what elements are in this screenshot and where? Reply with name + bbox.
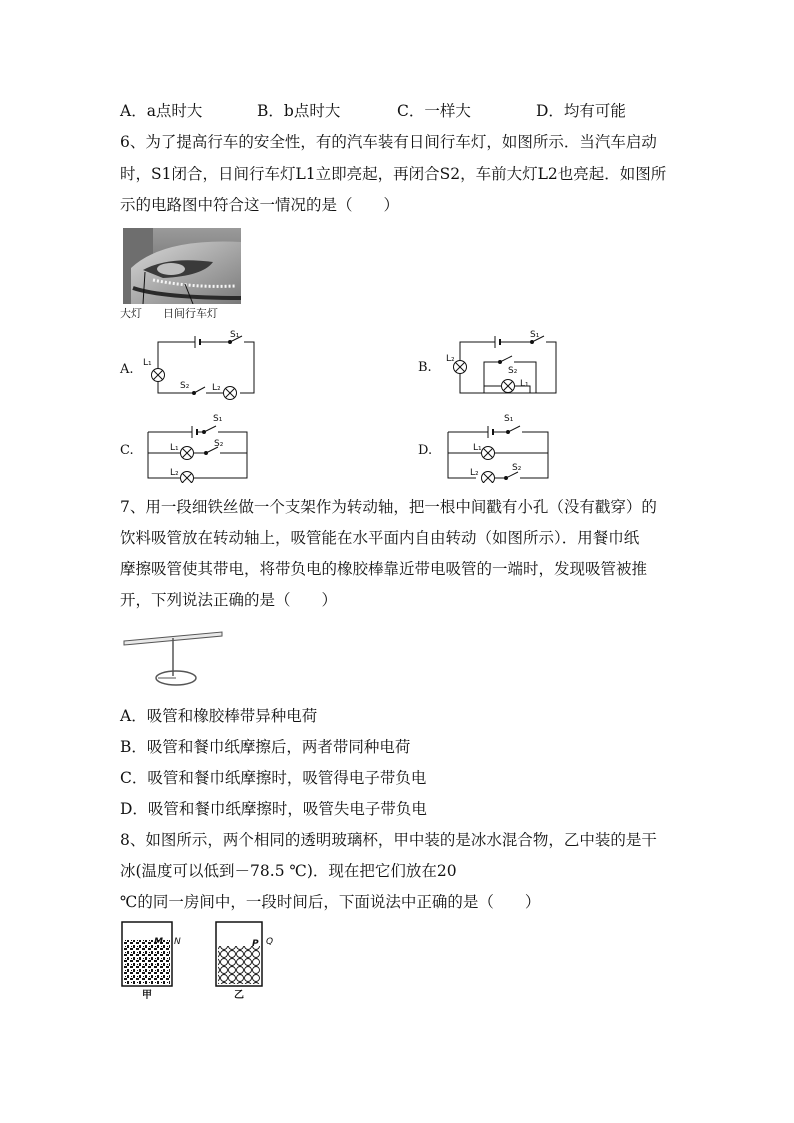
cup-yi-figure xyxy=(212,918,282,1004)
circuit-c-l2: L₂ xyxy=(170,468,179,478)
q7-line-3: 摩擦吸管使其带电，将带负电的橡胶棒靠近带电吸管的一端时，发现吸管被推 xyxy=(120,560,648,578)
q7-line-1: 7、用一段细铁丝做一个支架作为转动轴，把一根中间戳有小孔（没有戳穿）的 xyxy=(120,498,657,516)
q8-line-1: 8、如图所示，两个相同的透明玻璃杯，甲中装的是冰水混合物，乙中装的是干 xyxy=(120,831,657,849)
cup-yi-q: Q xyxy=(266,937,274,947)
car-headlight-photo xyxy=(123,228,241,304)
circuit-b-l1: L₁ xyxy=(520,379,529,389)
circuit-c-l1: L₁ xyxy=(170,443,179,453)
circuit-a-s2: S₂ xyxy=(180,381,190,391)
photo-label-headlight: 大灯 xyxy=(120,307,142,320)
q7-option-c: C．吸管和餐巾纸摩擦时，吸管得电子带负电 xyxy=(120,769,427,787)
circuit-d-l1: L₁ xyxy=(473,443,482,453)
circuit-a-diagram xyxy=(140,325,265,400)
circuit-d-label: D. xyxy=(418,443,433,458)
q5-option-b: B．b点时大 xyxy=(257,102,341,120)
circuit-b-s1: S₁ xyxy=(530,330,540,340)
q7-line-2: 饮料吸管放在转动轴上，吸管能在水平面内自由转动（如图所示）．用餐巾纸 xyxy=(120,529,640,547)
cup-jia-m: M xyxy=(154,937,163,947)
circuit-d-s2: S₂ xyxy=(512,463,522,473)
q5-option-a: A．a点时大 xyxy=(120,102,203,120)
q7-line-4: 开，下列说法正确的是（ ） xyxy=(120,591,338,609)
circuit-d-s1: S₁ xyxy=(504,414,514,424)
circuit-b-l2: L₂ xyxy=(446,354,455,364)
q8-line-2: 冰(温度可以低到－78.5 ℃)．现在把它们放在20 xyxy=(120,862,457,880)
circuit-b-diagram xyxy=(440,325,565,397)
cup-yi-label: 乙 xyxy=(234,990,244,1001)
cup-jia-n: N xyxy=(174,937,181,947)
circuit-d-diagram xyxy=(440,408,565,483)
q7-option-d: D．吸管和餐巾纸摩擦时，吸管失电子带负电 xyxy=(120,800,427,818)
circuit-a-l2: L₂ xyxy=(212,383,221,393)
q5-option-d: D．均有可能 xyxy=(536,102,626,120)
circuit-b-label: B. xyxy=(418,360,432,375)
circuit-c-diagram xyxy=(140,408,265,483)
q6-line-1: 6、为了提高行车的安全性，有的汽车装有日间行车灯，如图所示．当汽车启动 xyxy=(120,133,657,151)
q7-option-a: A．吸管和橡胶棒带异种电荷 xyxy=(120,707,318,725)
circuit-a-s1: S₁ xyxy=(230,330,240,340)
cup-jia-label: 甲 xyxy=(142,990,152,1001)
q6-line-2: 时，S1闭合，日间行车灯L1立即亮起，再闭合S2，车前大灯L2也亮起．如图所 xyxy=(120,165,667,183)
circuit-d-l2: L₂ xyxy=(470,468,479,478)
photo-label-daytime-light: 日间行车灯 xyxy=(163,307,218,320)
circuit-c-s1: S₁ xyxy=(213,414,223,424)
circuit-a-label: A. xyxy=(120,362,134,377)
q7-option-b: B．吸管和餐巾纸摩擦后，两者带同种电荷 xyxy=(120,738,411,756)
straw-on-axis-figure xyxy=(118,626,228,692)
circuit-c-label: C. xyxy=(120,443,134,458)
circuit-b-s2: S₂ xyxy=(508,366,518,376)
circuit-a-l1: L₁ xyxy=(143,358,152,368)
q5-option-c: C．一样大 xyxy=(397,102,471,120)
q8-line-3: ℃的同一房间中，一段时间后，下面说法中正确的是（ ） xyxy=(120,893,541,911)
cup-yi-p: P xyxy=(252,939,259,949)
q6-line-3: 示的电路图中符合这一情况的是（ ） xyxy=(120,196,400,214)
cup-jia-figure xyxy=(118,918,188,1004)
circuit-c-s2: S₂ xyxy=(214,439,224,449)
